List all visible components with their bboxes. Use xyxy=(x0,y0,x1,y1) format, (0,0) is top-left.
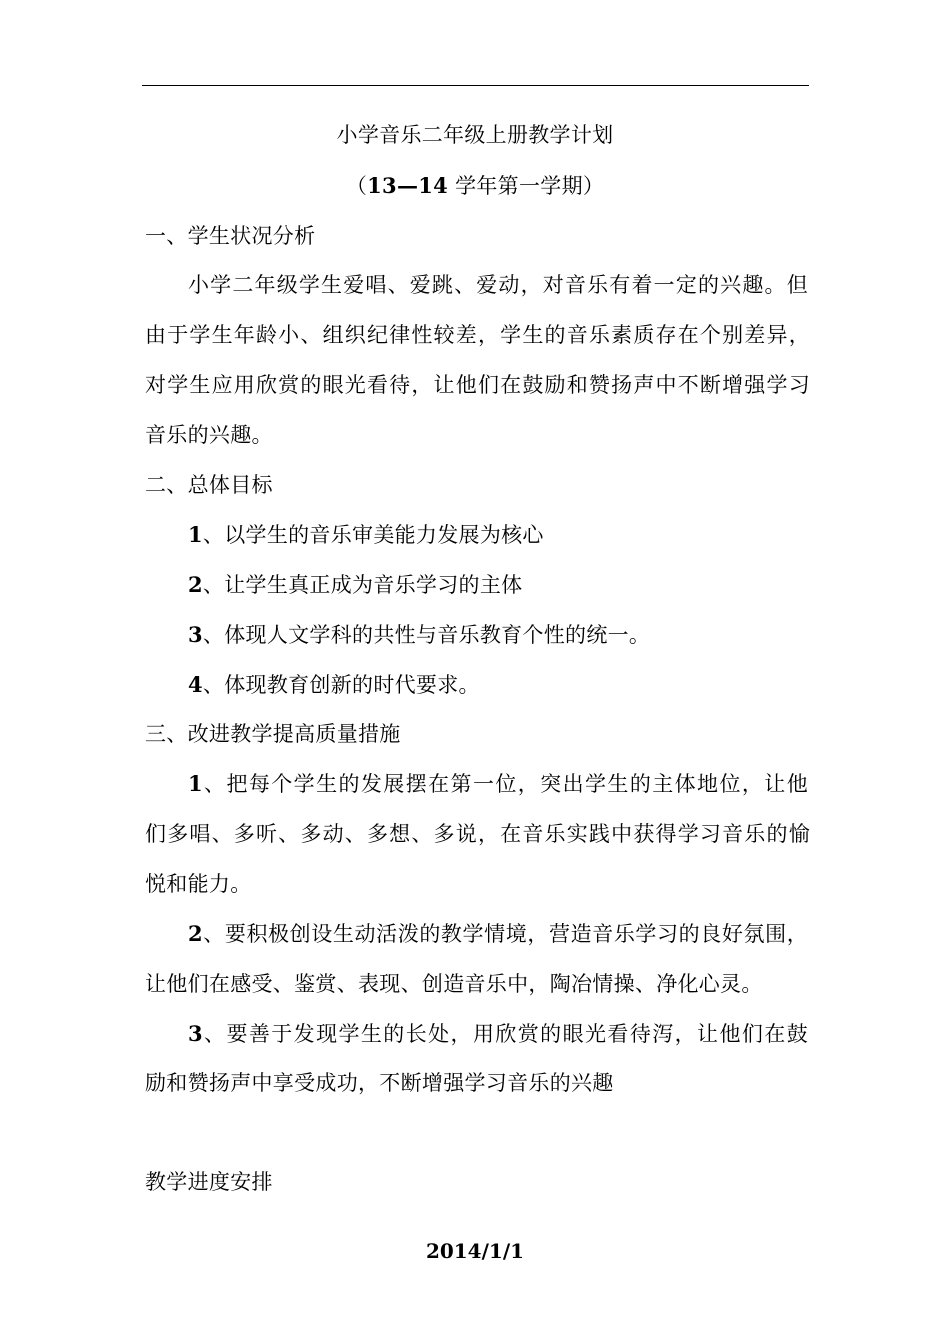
measure-text: 、把每个学生的发展摆在第一位，突出学生的主体地位，让他 xyxy=(202,772,808,796)
goal-text: 、让学生真正成为音乐学习的主体 xyxy=(202,573,523,597)
measure-text: 、要善于发现学生的长处，用欣赏的眼光看待泻，让他们在鼓 xyxy=(202,1022,808,1046)
paragraph-line: 对学生应用欣赏的眼光看待，让他们在鼓励和赞扬声中不断增强学习 xyxy=(145,373,810,397)
document-subtitle xyxy=(0,172,950,200)
document-title: 小学音乐二年级上册教学计划 xyxy=(336,123,614,147)
section-heading-1: 一、学生状况分析 xyxy=(145,224,316,248)
measure-item xyxy=(188,770,808,798)
measure-number: 1 xyxy=(188,771,203,796)
paragraph-line: 小学二年级学生爱唱、爱跳、爱动，对音乐有着一定的兴趣。但 xyxy=(188,273,808,297)
goal-number: 1 xyxy=(188,522,203,547)
goal-text: 、体现人文学科的共性与音乐教育个性的统一。 xyxy=(202,623,651,647)
measure-item xyxy=(188,920,808,948)
measure-number: 2 xyxy=(188,921,203,946)
measure-continuation: 励和赞扬声中享受成功，不断增强学习音乐的兴趣 xyxy=(145,1071,614,1095)
section-heading-2: 二、总体目标 xyxy=(145,473,273,497)
goal-number: 2 xyxy=(188,572,203,597)
measure-continuation: 让他们在感受、鉴赏、表现、创造音乐中，陶冶情操、净化心灵。 xyxy=(145,972,763,996)
goal-text: 、以学生的音乐审美能力发展为核心 xyxy=(202,523,544,547)
measure-item xyxy=(188,1020,808,1048)
measure-text: 、要积极创设生动活泼的教学情境，营造音乐学习的良好氛围， xyxy=(202,922,808,946)
subtitle-years: 13—14 xyxy=(367,173,449,198)
section-heading-3: 三、改进教学提高质量措施 xyxy=(145,722,401,746)
goal-number: 4 xyxy=(188,672,203,697)
paragraph-line: 由于学生年龄小、组织纪律性较差，学生的音乐素质存在个别差异， xyxy=(145,323,810,347)
goal-text: 、体现教育创新的时代要求。 xyxy=(202,673,480,697)
goal-item xyxy=(188,671,808,699)
goal-item xyxy=(188,521,808,549)
measure-continuation: 们多唱、多听、多动、多想、多说，在音乐实践中获得学习音乐的愉 xyxy=(145,822,810,846)
goal-number: 3 xyxy=(188,622,203,647)
goal-item xyxy=(188,621,808,649)
header-rule xyxy=(142,85,809,86)
paragraph-line: 音乐的兴趣。 xyxy=(145,423,273,447)
schedule-heading: 教学进度安排 xyxy=(145,1170,273,1194)
goal-item xyxy=(188,571,808,599)
subtitle-open-paren: （ xyxy=(345,174,368,198)
measure-continuation: 悦和能力。 xyxy=(145,872,252,896)
measure-number: 3 xyxy=(188,1021,203,1046)
subtitle-rest: 学年第一学期） xyxy=(448,174,605,198)
footer-date: 2014/1/1 xyxy=(425,1239,525,1263)
